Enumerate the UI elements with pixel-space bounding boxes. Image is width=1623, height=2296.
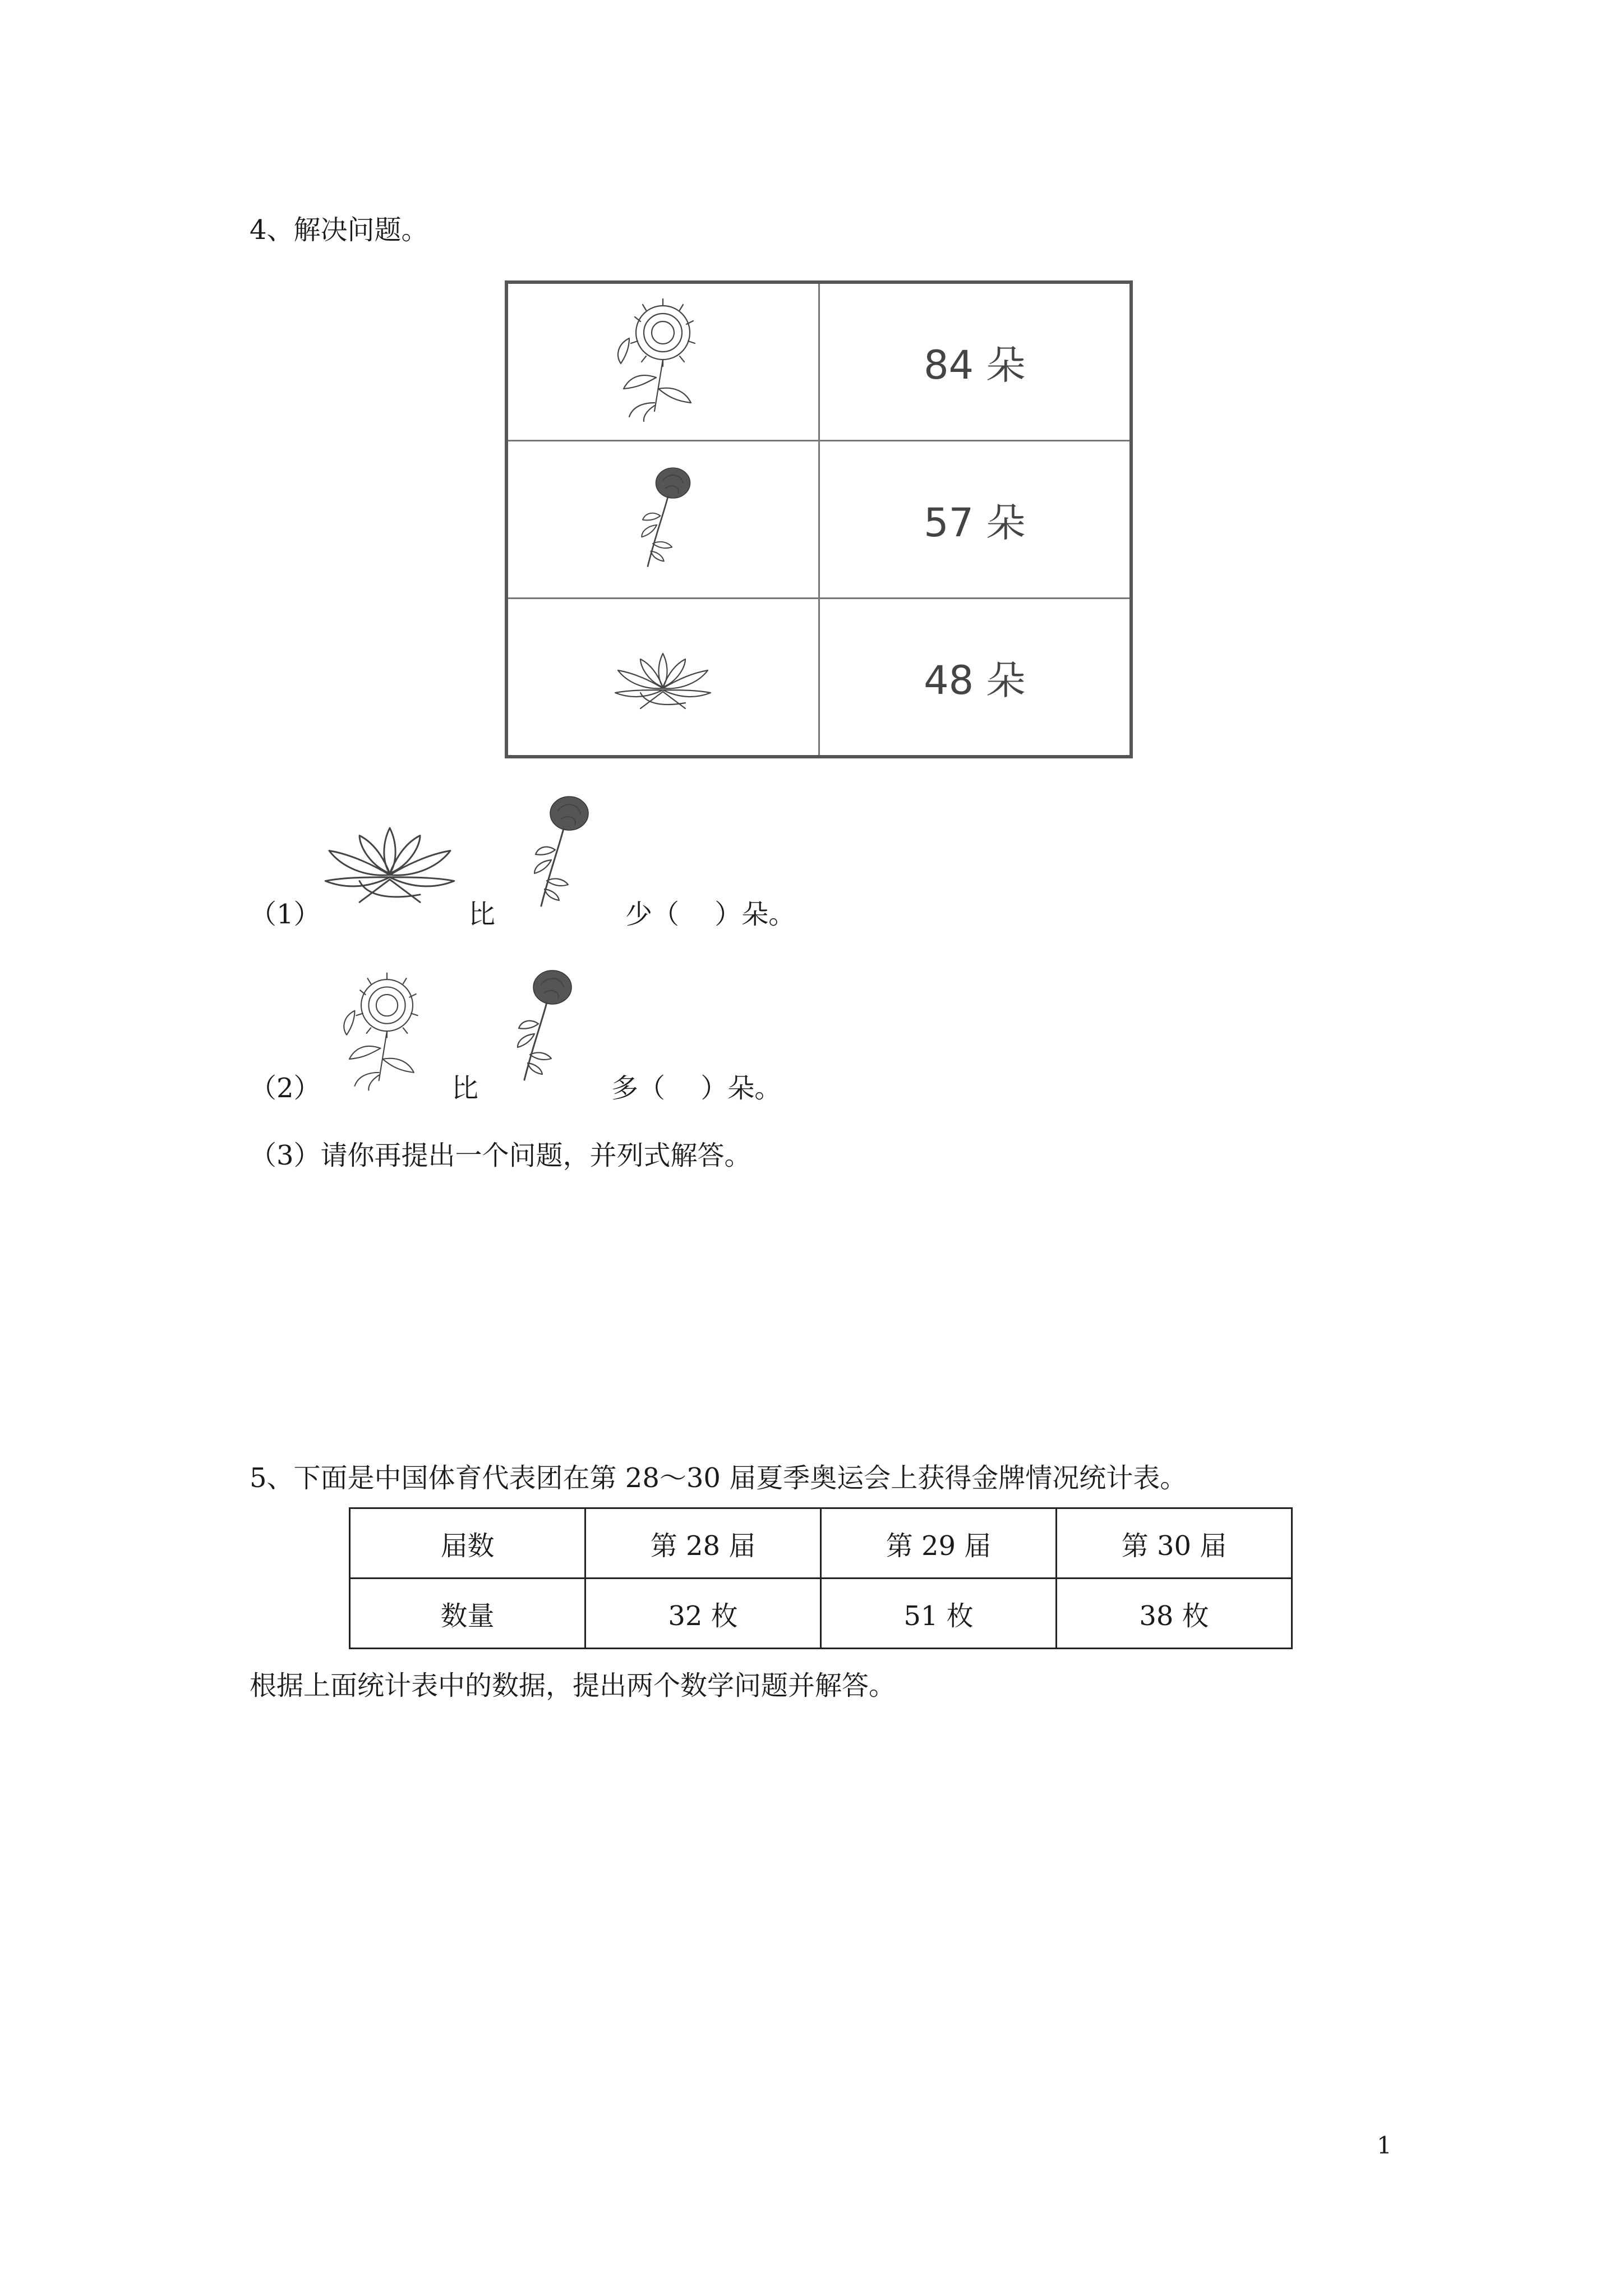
- rose-icon: [494, 788, 623, 917]
- sub3-text: （3）请你再提出一个问题，并列式解答。: [250, 1140, 751, 1171]
- sub2-number: （2）: [250, 1073, 321, 1104]
- chrysanthemum-icon: [325, 968, 449, 1097]
- q4-heading: 4、解决问题。: [250, 214, 428, 246]
- table-cell: 51 枚: [821, 1579, 1057, 1649]
- table-cell: 届数: [350, 1508, 585, 1579]
- sub1-compare: 比: [468, 899, 496, 930]
- table-cell: 第 29 届: [821, 1508, 1057, 1579]
- table-cell: 第 28 届: [585, 1508, 821, 1579]
- sub1-number: （1）: [250, 899, 321, 930]
- lotus-icon: [506, 599, 819, 757]
- count-cell: [819, 599, 1131, 757]
- lotus-count: 48 朵: [924, 657, 1026, 703]
- flower-table: [505, 280, 1133, 758]
- lotus-icon: [314, 802, 465, 914]
- medal-table: [349, 1507, 1293, 1649]
- sub2-blank: 多（ ）朵。: [611, 1073, 782, 1104]
- count-cell: [819, 282, 1131, 441]
- rose-icon: [506, 441, 819, 599]
- sub1-blank: 少（ ）朵。: [625, 899, 796, 930]
- table-row: [350, 1579, 1292, 1649]
- table-cell: 32 枚: [585, 1579, 821, 1649]
- table-cell: 38 枚: [1057, 1579, 1292, 1649]
- table-row: [506, 441, 1131, 599]
- table-row: [506, 599, 1131, 757]
- rose-count: 57 朵: [924, 499, 1026, 546]
- chrysanthemum-count: 84 朵: [924, 342, 1026, 388]
- sub2-compare: 比: [451, 1073, 479, 1104]
- page-number: 1: [1377, 2132, 1392, 2159]
- table-row: [350, 1508, 1292, 1579]
- rose-icon: [477, 962, 606, 1091]
- table-row: [506, 282, 1131, 441]
- q5-heading: 5、下面是中国体育代表团在第 28～30 届夏季奥运会上获得金牌情况统计表。: [250, 1462, 1187, 1494]
- q5-instruction: 根据上面统计表中的数据，提出两个数学问题并解答。: [250, 1670, 896, 1701]
- chrysanthemum-icon: [506, 282, 819, 441]
- count-cell: [819, 441, 1131, 599]
- table-cell: 数量: [350, 1579, 585, 1649]
- table-cell: 第 30 届: [1057, 1508, 1292, 1579]
